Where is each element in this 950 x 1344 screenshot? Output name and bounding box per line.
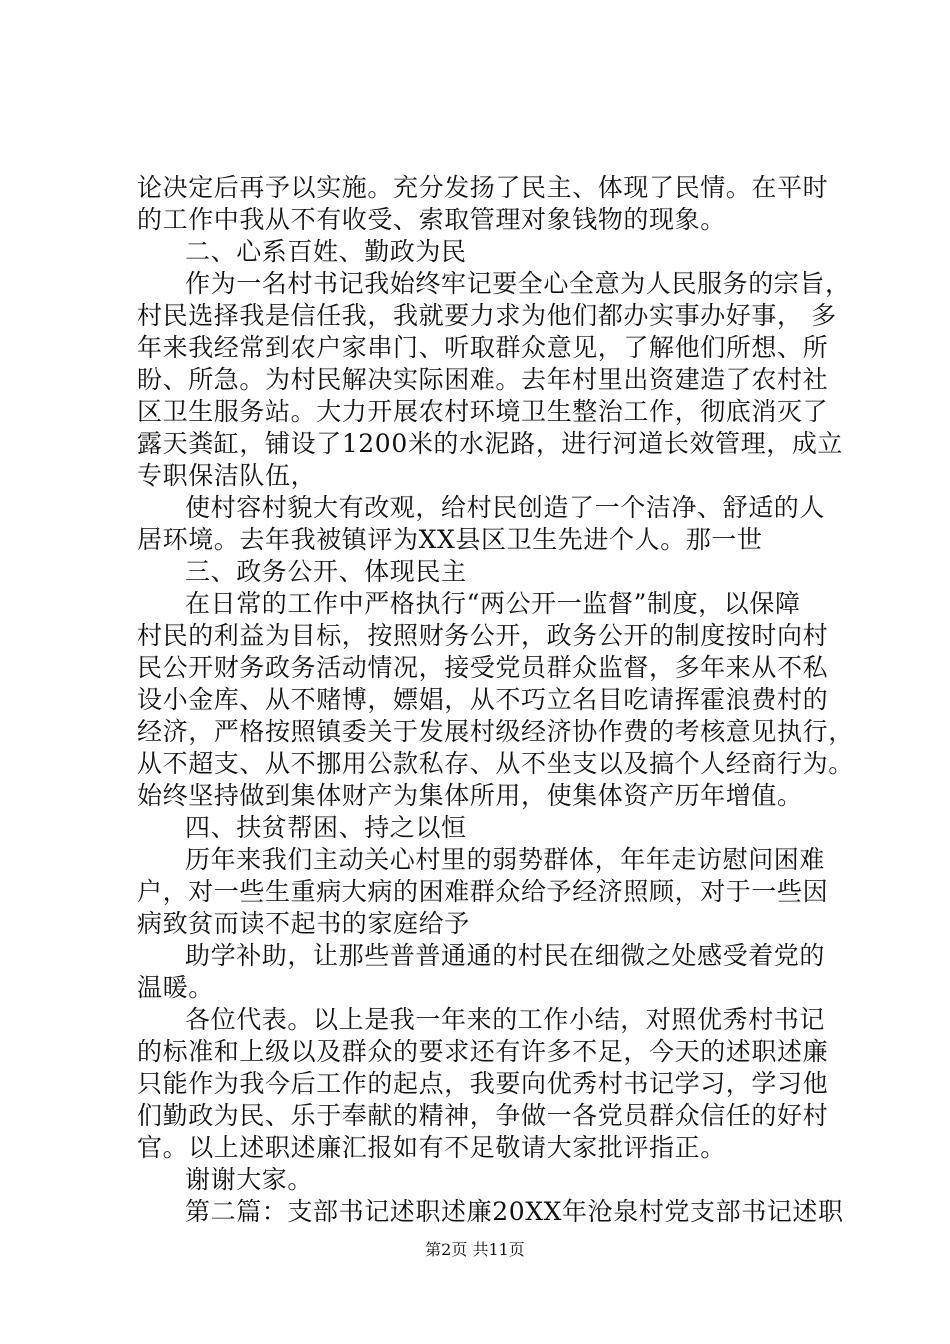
text-line: 的标准和上级以及群众的要求还有许多不足，今天的述职述廉 xyxy=(137,1037,829,1066)
text-line: 使村容村貌大有改观，给村民创造了一个洁净、舒适的人 xyxy=(185,493,826,522)
text-line: 第二篇：支部书记述职述廉20XX年沧泉村党支部书记述职 xyxy=(185,1197,844,1226)
text-line: 们勤政为民、乐于奉献的精神，争做一各党员群众信任的好村 xyxy=(137,1101,829,1130)
text-line: 作为一名村书记我始终牢记要全心全意为人民服务的宗旨， xyxy=(185,269,851,298)
text-line: 温暖。 xyxy=(137,973,214,1002)
text-line: 设小金库、从不赌博，嫖娼，从不巧立名目吃请挥霍浪费村的 xyxy=(137,685,829,714)
text-line: 盼、所急。为村民解决实际困难。去年村里出资建造了农村社 xyxy=(137,365,829,394)
text-line: 二、心系百姓、勤政为民 xyxy=(185,237,467,266)
text-line: 历年来我们主动关心村里的弱势群体，年年走访慰问困难 xyxy=(185,845,826,874)
text-line: 民公开财务政务活动情况，接受党员群众监督，多年来从不私 xyxy=(137,653,829,682)
text-line: 从不超支、从不挪用公款私存、从不坐支以及搞个人经商行为。 xyxy=(137,749,854,778)
text-line: 谢谢大家。 xyxy=(185,1165,314,1194)
text-line: 区卫生服务站。大力开展农村环境卫生整治工作，彻底消灭了 xyxy=(137,397,829,426)
text-line: 论决定后再予以实施。充分发扬了民主、体现了民情。在平时 xyxy=(137,173,829,202)
text-line: 只能作为我今后工作的起点，我要向优秀村书记学习，学习他 xyxy=(137,1069,829,1098)
text-line: 年来我经常到农户家串门、听取群众意见，了解他们所想、所 xyxy=(137,333,829,362)
text-line: 病致贫而读不起书的家庭给予 xyxy=(137,909,470,938)
text-line: 露天粪缸，铺设了1200米的水泥路，进行河道长效管理，成立 xyxy=(137,429,844,458)
page-footer: 第2页 共11页 xyxy=(425,1240,525,1259)
text-line: 三、政务公开、体现民主 xyxy=(185,557,467,586)
text-line: 村民的利益为目标，按照财务公开，政务公开的制度按时向村 xyxy=(137,621,829,650)
text-line: 村民选择我是信任我，我就要力求为他们都办实事办好事， 多 xyxy=(137,301,837,330)
text-line: 居环境。去年我被镇评为XX县区卫生先进个人。那一世 xyxy=(137,525,763,554)
text-line: 经济，严格按照镇委关于发展村级经济协作费的考核意见执行， xyxy=(137,717,854,746)
text-line: 的工作中我从不有收受、索取管理对象钱物的现象。 xyxy=(137,205,726,234)
text-line: 四、扶贫帮困、持之以恒 xyxy=(185,813,467,842)
text-line: 户，对一些生重病大病的困难群众给予经济照顾，对于一些因 xyxy=(137,877,829,906)
text-line: 官。以上述职述廉汇报如有不足敬请大家批评指正。 xyxy=(137,1133,726,1162)
document-body xyxy=(137,172,854,1228)
text-line: 专职保洁队伍， xyxy=(137,461,317,490)
text-line: 始终坚持做到集体财产为集体所用，使集体资产历年增值。 xyxy=(137,781,803,810)
text-line: 助学补助，让那些普普通通的村民在细微之处感受着党的 xyxy=(185,941,826,970)
text-line: 在日常的工作中严格执行“两公开一监督”制度，以保障 xyxy=(185,589,801,618)
text-line: 各位代表。以上是我一年来的工作小结，对照优秀村书记 xyxy=(185,1005,826,1034)
